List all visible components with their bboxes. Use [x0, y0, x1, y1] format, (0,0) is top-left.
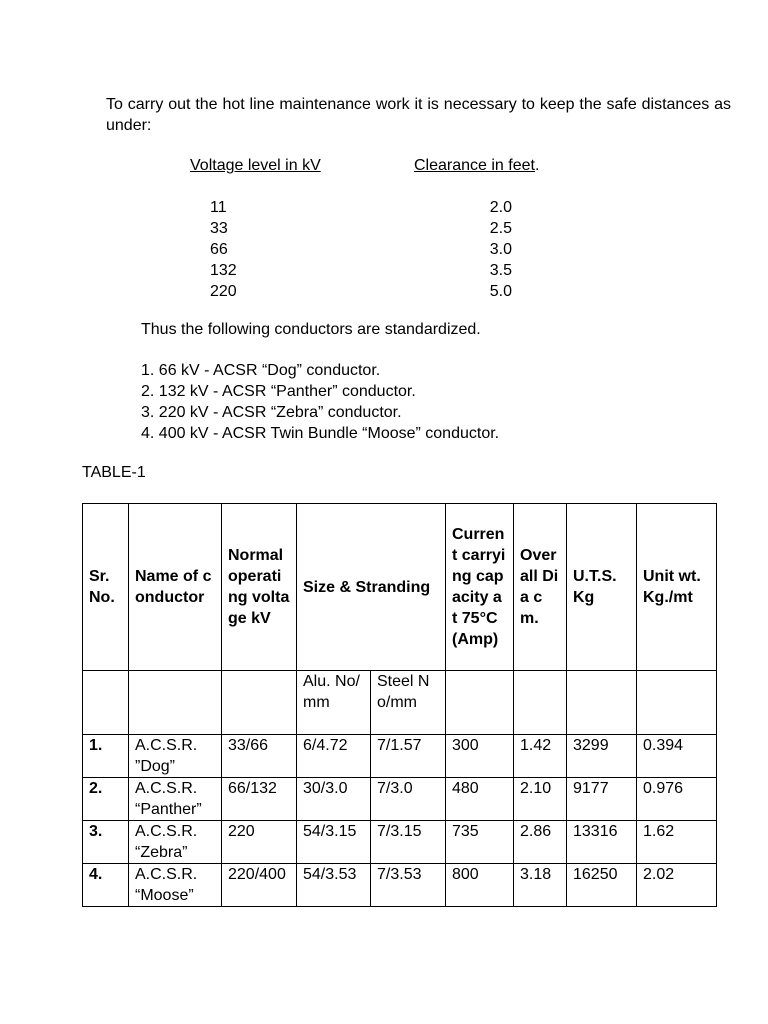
cell-dia: 3.18 [514, 864, 567, 907]
clearance-value: 5.0 [489, 283, 512, 300]
cell-steel: 7/1.57 [371, 735, 446, 778]
table-row [83, 864, 717, 907]
conductor-list-item: 4. 400 kV - ACSR Twin Bundle “Moose” conductor. [141, 425, 500, 442]
cell-current: 480 [446, 778, 514, 821]
cell-unit-wt: 1.62 [637, 821, 717, 864]
conductor-list-item: 2. 132 kV - ACSR “Panther” conductor. [141, 383, 416, 400]
table-caption: TABLE-1 [82, 464, 146, 481]
conductor-spec-table [82, 503, 717, 907]
clearance-value: 2.0 [489, 199, 512, 216]
clearance-value: 3.0 [489, 241, 512, 258]
voltage-value: 220 [210, 283, 237, 300]
cell-name: A.C.S.R. ”Dog” [129, 735, 222, 778]
cell-sr: 2. [83, 778, 129, 821]
subheader-steel: Steel No/mm [371, 671, 446, 735]
empty-cell [637, 671, 717, 735]
conductor-list-item: 1. 66 kV - ACSR “Dog” conductor. [141, 362, 381, 379]
empty-cell [567, 671, 637, 735]
cell-alu: 6/4.72 [297, 735, 371, 778]
table-header-row [83, 504, 717, 671]
cell-unit-wt: 0.394 [637, 735, 717, 778]
voltage-header [190, 155, 321, 176]
cell-sr: 4. [83, 864, 129, 907]
header-sr-no: Sr. No. [83, 504, 129, 671]
cell-name: A.C.S.R. “Moose” [129, 864, 222, 907]
cell-voltage: 220 [222, 821, 297, 864]
standardized-text: Thus the following conductors are standardized. [141, 321, 481, 338]
cell-sr: 1. [83, 735, 129, 778]
cell-alu: 54/3.53 [297, 864, 371, 907]
cell-current: 735 [446, 821, 514, 864]
cell-alu: 54/3.15 [297, 821, 371, 864]
cell-name: A.C.S.R. “Panther” [129, 778, 222, 821]
empty-cell [222, 671, 297, 735]
cell-steel: 7/3.15 [371, 821, 446, 864]
cell-steel: 7/3.0 [371, 778, 446, 821]
cell-name: A.C.S.R. “Zebra” [129, 821, 222, 864]
cell-voltage: 66/132 [222, 778, 297, 821]
clearance-header-text: Clearance in feet [414, 157, 535, 174]
cell-uts: 13316 [567, 821, 637, 864]
cell-dia: 1.42 [514, 735, 567, 778]
intro-paragraph: To carry out the hot line maintenance work it is necessary to keep the safe distances as under: [106, 96, 731, 134]
cell-voltage: 220/400 [222, 864, 297, 907]
empty-cell [446, 671, 514, 735]
cell-sr: 3. [83, 821, 129, 864]
cell-dia: 2.86 [514, 821, 567, 864]
empty-cell [83, 671, 129, 735]
cell-current: 300 [446, 735, 514, 778]
empty-cell [129, 671, 222, 735]
table-row [83, 778, 717, 821]
subheader-alu: Alu. No/ mm [297, 671, 371, 735]
cell-unit-wt: 0.976 [637, 778, 717, 821]
table-subheader-row [83, 671, 717, 735]
cell-unit-wt: 2.02 [637, 864, 717, 907]
table-row [83, 821, 717, 864]
clearance-header-period: . [534, 157, 540, 174]
header-uts: U.T.S. Kg [567, 504, 637, 671]
cell-uts: 16250 [567, 864, 637, 907]
cell-current: 800 [446, 864, 514, 907]
conductor-list-item: 3. 220 kV - ACSR “Zebra” conductor. [141, 404, 402, 421]
header-voltage: Normal operating voltage kV [222, 504, 297, 671]
voltage-value: 33 [210, 220, 228, 237]
header-dia: Over all Dia cm. [514, 504, 567, 671]
header-unit-wt: Unit wt. Kg./mt [637, 504, 717, 671]
voltage-value: 66 [210, 241, 228, 258]
clearance-header [414, 155, 539, 176]
voltage-value: 132 [210, 262, 237, 279]
clearance-value: 2.5 [489, 220, 512, 237]
cell-dia: 2.10 [514, 778, 567, 821]
table-row [83, 735, 717, 778]
voltage-header-text: Voltage level in kV [190, 157, 321, 174]
cell-uts: 3299 [567, 735, 637, 778]
cell-steel: 7/3.53 [371, 864, 446, 907]
cell-uts: 9177 [567, 778, 637, 821]
cell-voltage: 33/66 [222, 735, 297, 778]
clearance-value: 3.5 [489, 262, 512, 279]
voltage-value: 11 [210, 199, 227, 216]
cell-alu: 30/3.0 [297, 778, 371, 821]
header-current: Current carrying capacity at 75°C (Amp) [446, 504, 514, 671]
header-name: Name of conductor [129, 504, 222, 671]
empty-cell [514, 671, 567, 735]
header-size-stranding: Size & Stranding [297, 504, 446, 671]
